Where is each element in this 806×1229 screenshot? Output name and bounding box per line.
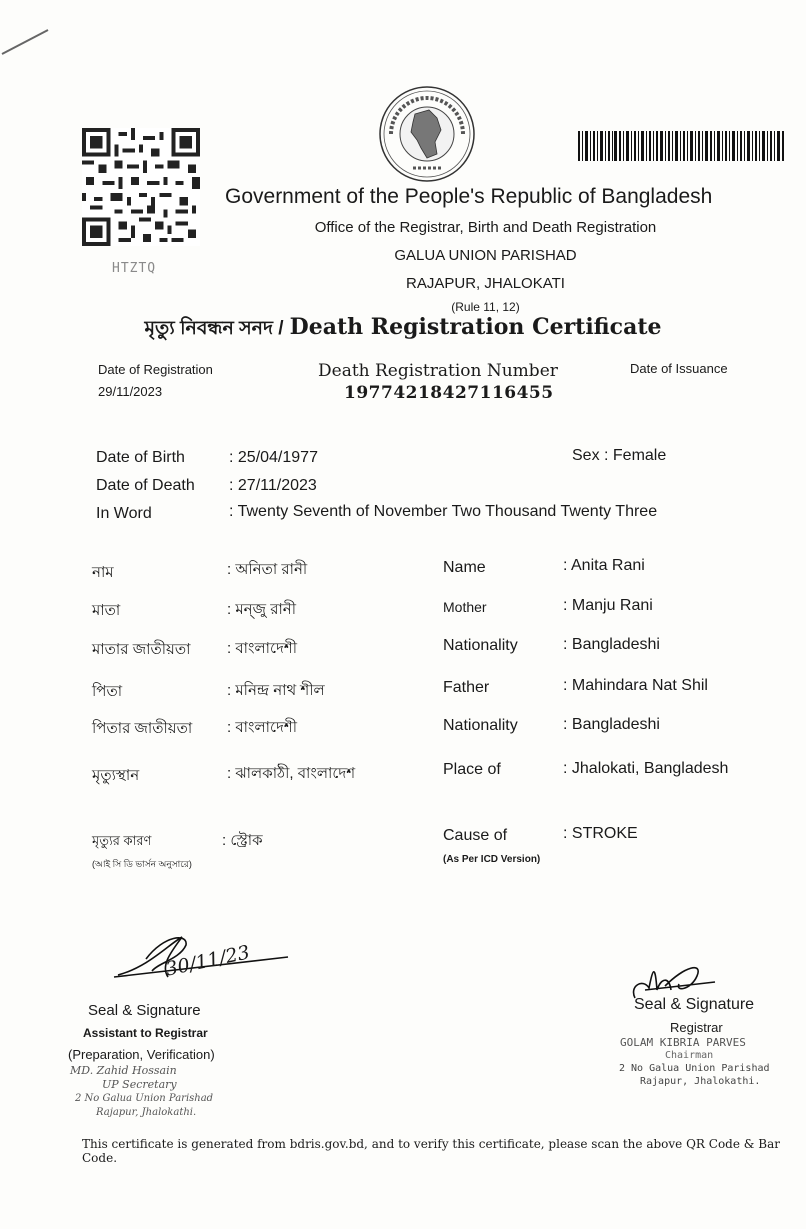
- dod-value: : 27/11/2023: [229, 477, 317, 494]
- title-bangla: মৃত্যু নিবন্ধন সনদ /: [144, 318, 284, 339]
- registration-number-value: 19774218427116455: [344, 383, 554, 403]
- bn-mother-nationality-value: : বাংলাদেশী: [227, 640, 298, 657]
- right-stamp-line-4: Rajapur, Jhalokathi.: [640, 1076, 761, 1087]
- certificate-title: [0, 314, 806, 346]
- dob-label: Date of Birth: [96, 449, 185, 466]
- registration-number-label: Death Registration Number: [318, 361, 558, 381]
- assistant-role-detail: (Preparation, Verification): [68, 1047, 215, 1062]
- en-mother-nationality-label: Nationality: [443, 637, 518, 654]
- inword-value: : Twenty Seventh of November Two Thousand Twenty Three: [229, 503, 658, 520]
- dob-value: : 25/04/1977: [229, 449, 318, 466]
- scan-mark: [0, 26, 52, 56]
- right-stamp-line-3: 2 No Galua Union Parishad: [619, 1063, 770, 1074]
- bn-cause-label: মৃত্যুর কারণ: [92, 833, 152, 848]
- left-stamp-line-2: UP Secretary: [102, 1078, 177, 1091]
- sex-value: Sex : Female: [572, 447, 667, 464]
- left-stamp-line-1: MD. Zahid Hossain: [70, 1064, 177, 1077]
- bn-name-label: নাম: [92, 564, 114, 581]
- en-father-label: Father: [443, 679, 490, 696]
- right-seal-label: Seal & Signature: [634, 996, 755, 1013]
- office-line: Office of the Registrar, Birth and Death Registration: [314, 219, 657, 236]
- en-name-value: : Anita Rani: [563, 557, 645, 574]
- left-stamp-line-3: 2 No Galua Union Parishad: [75, 1093, 214, 1104]
- union-line: GALUA UNION PARISHAD: [394, 247, 577, 264]
- rule-line: (Rule 11, 12): [451, 300, 520, 314]
- bn-place-value: : ঝালকাঠী, বাংলাদেশ: [227, 765, 356, 782]
- bn-cause-value: : স্ট্রোক: [222, 832, 263, 849]
- qr-code-caption: HTZTQ: [112, 261, 157, 276]
- bn-father-value: : মনিন্দ্র নাথ শীল: [227, 682, 325, 699]
- en-mother-label: Mother: [443, 599, 487, 615]
- en-father-value: : Mahindara Nat Shil: [563, 677, 708, 694]
- bn-place-label: মৃত্যুস্থান: [92, 767, 140, 784]
- dod-label: Date of Death: [96, 477, 195, 494]
- en-cause-value: : STROKE: [563, 825, 638, 842]
- bn-mother-value: : মন্জু রানী: [227, 601, 297, 618]
- en-cause-note: (As Per ICD Version): [443, 854, 541, 865]
- bn-cause-note: (আই সি ডি ভার্সন অনুসারে): [92, 859, 192, 869]
- left-seal-label: Seal & Signature: [88, 1002, 201, 1019]
- title-english: Death Registration Certificate: [289, 314, 662, 340]
- en-father-nationality-value: : Bangladeshi: [563, 716, 660, 733]
- assistant-role: Assistant to Registrar: [83, 1026, 208, 1040]
- handwritten-date: 30/11/23: [163, 941, 252, 981]
- en-place-label: Place of: [443, 761, 501, 778]
- en-place-value: : Jhalokati, Bangladesh: [563, 760, 729, 777]
- registration-date-value: 29/11/2023: [98, 384, 163, 399]
- barcode: [578, 131, 784, 161]
- location-line: RAJAPUR, JHALOKATI: [406, 275, 565, 292]
- bn-mother-nationality-label: মাতার জাতীয়তা: [92, 641, 191, 658]
- left-stamp-line-4: Rajapur, Jhalokathi.: [96, 1107, 197, 1118]
- government-seal-icon: [377, 84, 477, 184]
- inword-label: In Word: [96, 505, 152, 522]
- right-stamp-line-2: Chairman: [665, 1050, 714, 1061]
- bn-mother-label: মাতা: [92, 602, 121, 619]
- en-name-label: Name: [443, 559, 486, 576]
- en-mother-nationality-value: : Bangladeshi: [563, 636, 660, 653]
- issuance-date-label: Date of Issuance: [630, 361, 728, 376]
- bn-name-value: : অনিতা রানী: [227, 561, 308, 578]
- bn-father-label: পিতা: [92, 683, 123, 700]
- verification-footer: This certificate is generated from bdris.gov.bd, and to verify this certificate, please scan the above QR Code & Bar Code.: [82, 1137, 780, 1165]
- bn-father-nationality-label: পিতার জাতীয়তা: [92, 720, 193, 737]
- government-heading: Government of the People's Republic of Bangladesh: [225, 185, 713, 208]
- registrar-role: Registrar: [670, 1020, 723, 1035]
- en-father-nationality-label: Nationality: [443, 717, 518, 734]
- registration-date-label: Date of Registration: [98, 362, 213, 377]
- en-cause-label: Cause of: [443, 827, 508, 844]
- bn-father-nationality-value: : বাংলাদেশী: [227, 719, 298, 736]
- en-mother-value: : Manju Rani: [563, 597, 653, 614]
- right-stamp-line-1: GOLAM KIBRIA PARVES: [620, 1036, 746, 1049]
